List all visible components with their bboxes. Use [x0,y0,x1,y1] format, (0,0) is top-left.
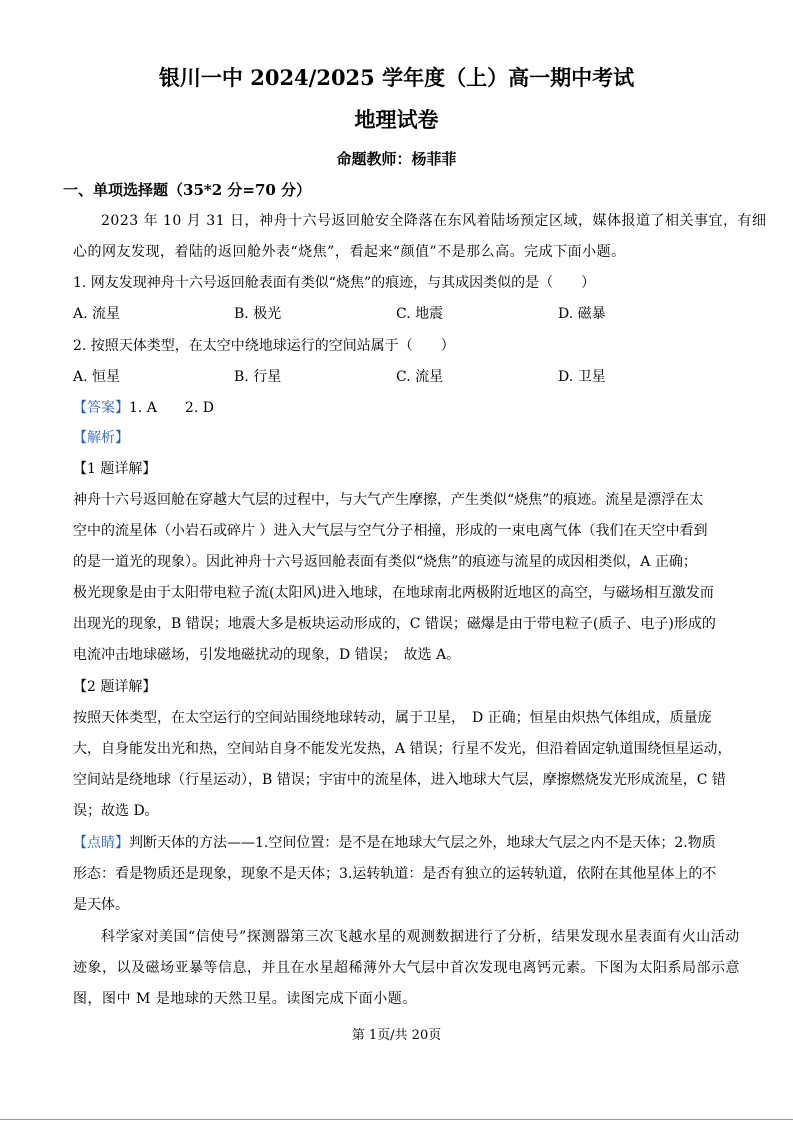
answer-text: 1. A 2. D [129,400,214,416]
passage1-line: 心的网友发现，着陆的返回舱外表“烧焦”，看起来“颜值”不是那么高。完成下面小题。 [73,244,626,260]
section-heading: 一、单项选择题（35*2 分=70 分） [63,181,312,199]
passage2-line: 图，图中 M 是地球的天然卫星。读图完成下面小题。 [73,991,417,1007]
detail1-line: 神舟十六号返回舱在穿越大气层的过程中，与大气产生摩擦，产生类似“烧焦”的痕迹。流星是漂浮在太 [73,492,704,508]
detail2-line: 空间站是绕地球（行星运动），B 错误；宇宙中的流星体，进入地球大气层，摩擦燃烧发光形成流星，C 错 [73,772,726,788]
passage2-line: 科学家对美国“信使号”探测器第三次飞越水星的观测数据进行了分析，结果发现水星表面有火山活动 [101,929,740,945]
tip-line: 是天体。 [73,897,129,913]
detail2-line: 按照天体类型，在太空运行的空间站围绕地球转动，属于卫星， D 正确；恒星由炽热气体组成，质量庞 [73,710,712,726]
question-1-stem: 1. 网友发现神舟十六号返回舱表面有类似“烧焦”的痕迹，与其成因类似的是（ ） [73,275,596,291]
q2-option-d: D. 卫星 [558,369,606,385]
detail1-line: 空中的流星体（小岩石或碎片 ）进入大气层与空气分子相撞，形成的一束电离气体（我们在天空中看到 [73,523,708,539]
subject-title: 地理试卷 [354,107,439,132]
analysis-label: 【解析】 [73,430,129,446]
tip-line [73,833,716,853]
question-2-stem: 2. 按照天体类型，在太空中绕地球运行的空间站属于（ ） [73,338,455,354]
tip-text: 判断天体的方法——1.空间位置：是不是在地球大气层之外，地球大气层之内不是天体；2.物质 [129,835,716,851]
detail1-line: 的是一道光的现象）。因此神舟十六号返回舱表面有类似“烧焦”的痕迹与流星的成因相类似，A 正确； [73,554,697,570]
detail2-line: 大，自身能发出光和热，空间站自身不能发光发热，A 错误；行星不发光，但沿着固定轨道围绕恒星运动， [73,741,732,757]
detail1-line: 极光现象是由于太阳带电粒子流(太阳风)进入地球，在地球南北两极附近地区的高空，与磁场相互激发而 [73,585,714,601]
q1-option-c: C. 地震 [396,306,444,322]
passage1-line: 2023 年 10 月 31 日，神舟十六号返回舱安全降落在东风着陆场预定区域，媒体报道了相关事宜，有细 [101,213,767,229]
answer-label: 【答案】 [73,400,129,416]
detail1-label: 【1 题详解】 [73,461,157,477]
q2-option-b: B. 行星 [234,369,282,385]
detail2-label: 【2 题详解】 [73,679,157,695]
exam-title: 银川一中 2024/2025 学年度（上）高一期中考试 [158,65,635,90]
q1-option-b: B. 极光 [234,306,282,322]
q1-option-a: A. 流星 [73,306,121,322]
passage2-line: 迹象，以及磁场亚暴等信息，并且在水星超稀薄外大气层中首次发现电离钙元素。下图为太阳系局部示意 [73,960,740,976]
answer-line [73,398,214,418]
detail2-line: 误；故选 D。 [73,803,159,819]
tip-line: 形态：看是物质还是现象，现象不是天体；3.运转轨道：是否有独立的运转轨道，依附在其他星体上的不 [73,866,717,882]
q2-option-a: A. 恒星 [73,369,121,385]
detail1-line: 出现光的现象，B 错误；地震大多是板块运动形成的，C 错误；磁爆是由于带电粒子(质子、电子)形成的 [73,616,716,632]
page-footer: 第 1页/共 20页 [351,1028,442,1043]
detail1-line: 电流冲击地球磁场，引发地磁扰动的现象，D 错误； 故选 A。 [73,647,461,663]
teacher-line: 命题教师：杨菲菲 [336,150,457,168]
tip-label: 【点睛】 [73,835,129,851]
q2-option-c: C. 流星 [396,369,444,385]
q1-option-d: D. 磁暴 [558,306,606,322]
bottom-divider [0,1119,793,1120]
